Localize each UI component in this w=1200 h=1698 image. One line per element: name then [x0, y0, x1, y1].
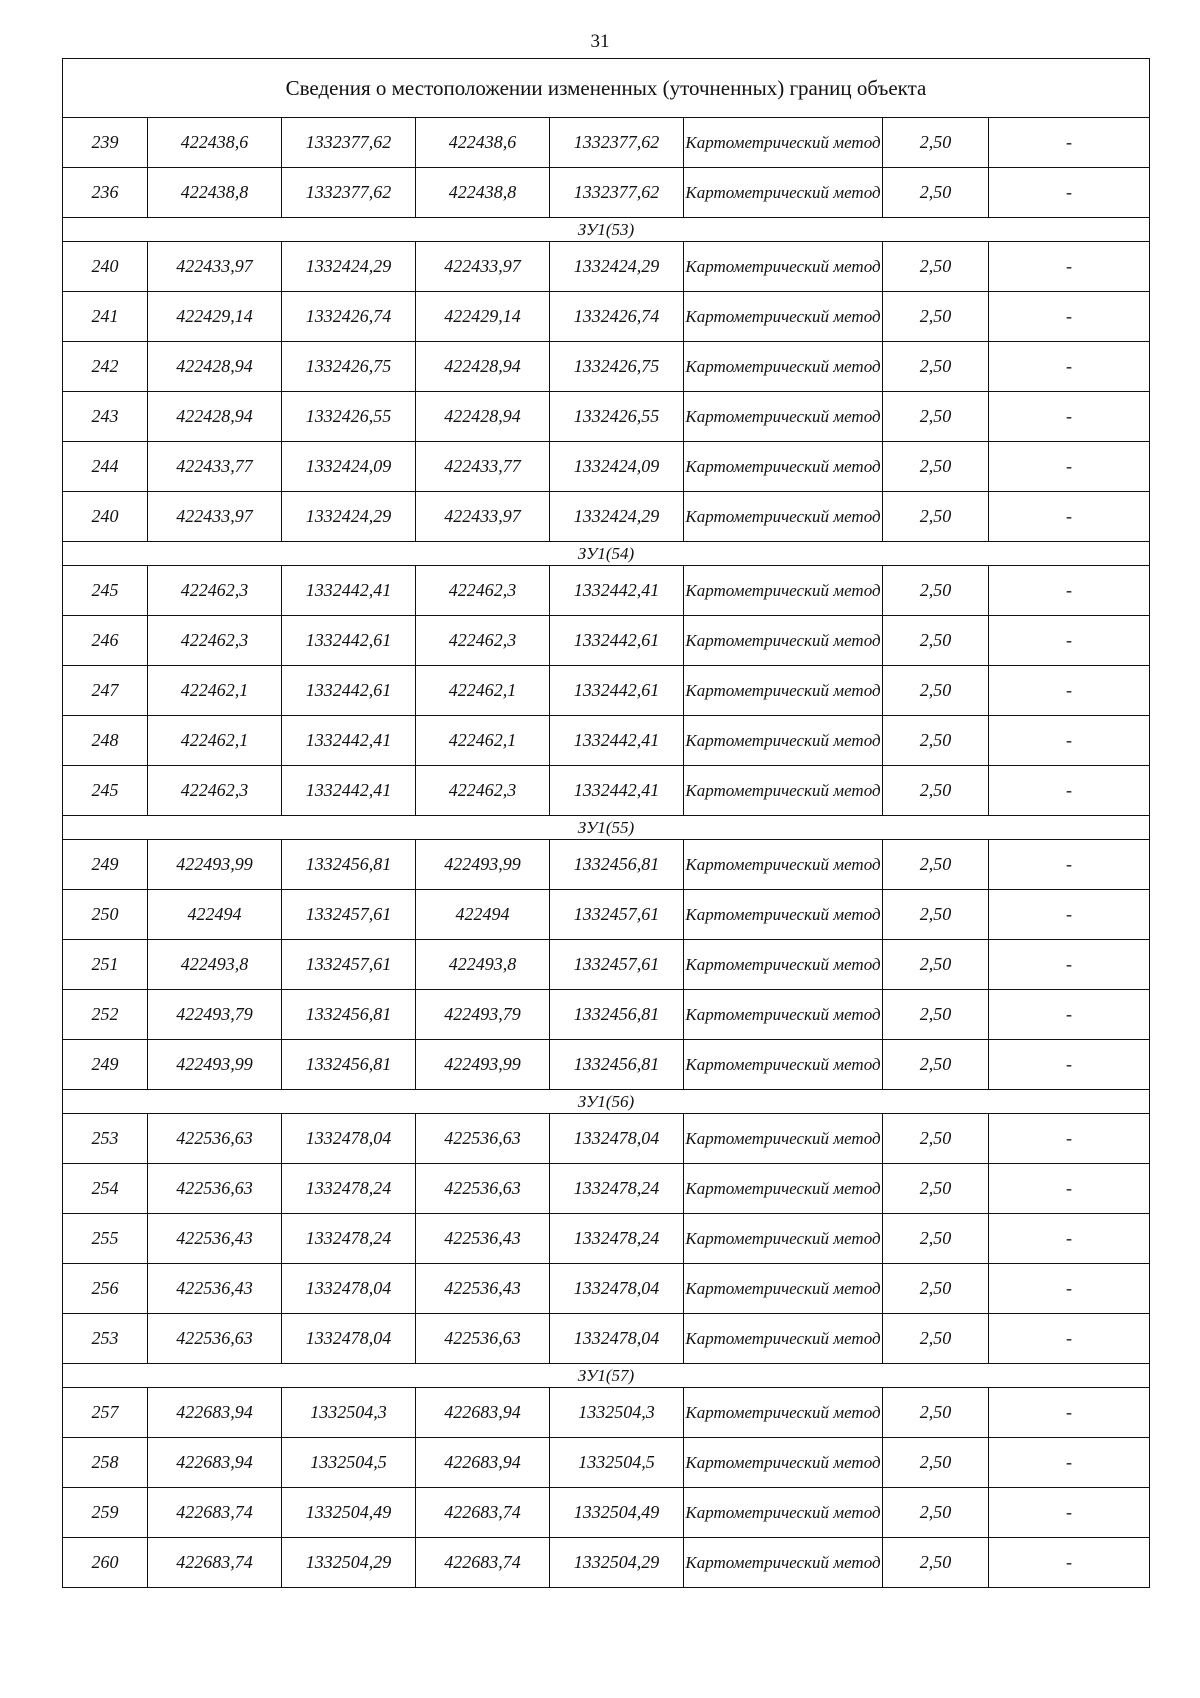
- new-y-cell: 1332504,29: [550, 1538, 684, 1588]
- new-y-cell: 1332424,29: [550, 242, 684, 292]
- method-cell: Картометрический метод: [684, 1488, 883, 1538]
- table-row: [63, 442, 1150, 492]
- existing-y-cell: 1332456,81: [282, 990, 416, 1040]
- method-cell: Картометрический метод: [684, 492, 883, 542]
- new-y-cell: 1332442,41: [550, 566, 684, 616]
- point-number-cell: 246: [63, 616, 148, 666]
- existing-x-cell: 422462,3: [148, 766, 282, 816]
- new-y-cell: 1332478,04: [550, 1314, 684, 1364]
- accuracy-cell: 2,50: [883, 1314, 989, 1364]
- new-y-cell: 1332504,49: [550, 1488, 684, 1538]
- method-cell: Картометрический метод: [684, 890, 883, 940]
- description-cell: -: [989, 1114, 1150, 1164]
- point-number-cell: 257: [63, 1388, 148, 1438]
- description-cell: -: [989, 890, 1150, 940]
- method-cell: Картометрический метод: [684, 342, 883, 392]
- existing-x-cell: 422462,1: [148, 716, 282, 766]
- table-row: [63, 716, 1150, 766]
- table-row: [63, 616, 1150, 666]
- method-cell: Картометрический метод: [684, 1164, 883, 1214]
- table-row: [63, 1114, 1150, 1164]
- table-row: [63, 168, 1150, 218]
- point-number-cell: 260: [63, 1538, 148, 1588]
- accuracy-cell: 2,50: [883, 392, 989, 442]
- existing-y-cell: 1332424,29: [282, 492, 416, 542]
- method-cell: Картометрический метод: [684, 1040, 883, 1090]
- existing-x-cell: 422493,79: [148, 990, 282, 1040]
- point-number-cell: 243: [63, 392, 148, 442]
- existing-x-cell: 422683,94: [148, 1388, 282, 1438]
- method-cell: Картометрический метод: [684, 716, 883, 766]
- method-cell: Картометрический метод: [684, 990, 883, 1040]
- point-number-cell: 250: [63, 890, 148, 940]
- new-x-cell: 422428,94: [416, 392, 550, 442]
- method-cell: Картометрический метод: [684, 292, 883, 342]
- boundary-coordinates-table: [62, 58, 1150, 1588]
- group-label: ЗУ1(53): [63, 218, 1150, 242]
- accuracy-cell: 2,50: [883, 118, 989, 168]
- new-x-cell: 422536,43: [416, 1264, 550, 1314]
- method-cell: Картометрический метод: [684, 1538, 883, 1588]
- existing-x-cell: 422462,1: [148, 666, 282, 716]
- new-y-cell: 1332426,55: [550, 392, 684, 442]
- point-number-cell: 240: [63, 492, 148, 542]
- description-cell: -: [989, 990, 1150, 1040]
- method-cell: Картометрический метод: [684, 616, 883, 666]
- accuracy-cell: 2,50: [883, 1388, 989, 1438]
- description-cell: -: [989, 168, 1150, 218]
- description-cell: -: [989, 118, 1150, 168]
- description-cell: -: [989, 666, 1150, 716]
- point-number-cell: 241: [63, 292, 148, 342]
- existing-x-cell: 422462,3: [148, 616, 282, 666]
- existing-y-cell: 1332442,41: [282, 766, 416, 816]
- point-number-cell: 244: [63, 442, 148, 492]
- accuracy-cell: 2,50: [883, 766, 989, 816]
- existing-x-cell: 422438,8: [148, 168, 282, 218]
- existing-y-cell: 1332478,04: [282, 1314, 416, 1364]
- description-cell: -: [989, 716, 1150, 766]
- existing-y-cell: 1332426,75: [282, 342, 416, 392]
- point-number-cell: 255: [63, 1214, 148, 1264]
- existing-x-cell: 422462,3: [148, 566, 282, 616]
- table-row: [63, 840, 1150, 890]
- new-y-cell: 1332442,61: [550, 616, 684, 666]
- method-cell: Картометрический метод: [684, 666, 883, 716]
- description-cell: -: [989, 442, 1150, 492]
- description-cell: -: [989, 616, 1150, 666]
- new-x-cell: 422683,94: [416, 1388, 550, 1438]
- new-x-cell: 422536,63: [416, 1164, 550, 1214]
- existing-y-cell: 1332377,62: [282, 168, 416, 218]
- new-x-cell: 422462,3: [416, 566, 550, 616]
- table-row: [63, 392, 1150, 442]
- accuracy-cell: 2,50: [883, 840, 989, 890]
- existing-x-cell: 422429,14: [148, 292, 282, 342]
- new-y-cell: 1332478,24: [550, 1214, 684, 1264]
- description-cell: -: [989, 392, 1150, 442]
- new-y-cell: 1332457,61: [550, 940, 684, 990]
- accuracy-cell: 2,50: [883, 1488, 989, 1538]
- accuracy-cell: 2,50: [883, 242, 989, 292]
- method-cell: Картометрический метод: [684, 1264, 883, 1314]
- table-title-row: [63, 59, 1150, 118]
- group-label: ЗУ1(54): [63, 542, 1150, 566]
- accuracy-cell: 2,50: [883, 292, 989, 342]
- existing-x-cell: 422493,99: [148, 840, 282, 890]
- table-row: [63, 118, 1150, 168]
- table-row: [63, 1438, 1150, 1488]
- existing-x-cell: 422433,97: [148, 492, 282, 542]
- page-number: 31: [590, 31, 610, 52]
- accuracy-cell: 2,50: [883, 940, 989, 990]
- new-y-cell: 1332504,5: [550, 1438, 684, 1488]
- new-x-cell: 422433,97: [416, 242, 550, 292]
- existing-y-cell: 1332457,61: [282, 940, 416, 990]
- new-y-cell: 1332456,81: [550, 990, 684, 1040]
- new-y-cell: 1332478,04: [550, 1264, 684, 1314]
- accuracy-cell: 2,50: [883, 492, 989, 542]
- method-cell: Картометрический метод: [684, 168, 883, 218]
- new-x-cell: 422536,63: [416, 1314, 550, 1364]
- existing-y-cell: 1332442,41: [282, 566, 416, 616]
- method-cell: Картометрический метод: [684, 392, 883, 442]
- new-x-cell: 422536,43: [416, 1214, 550, 1264]
- accuracy-cell: 2,50: [883, 666, 989, 716]
- existing-y-cell: 1332478,24: [282, 1214, 416, 1264]
- description-cell: -: [989, 566, 1150, 616]
- existing-x-cell: 422494: [148, 890, 282, 940]
- accuracy-cell: 2,50: [883, 616, 989, 666]
- new-y-cell: 1332424,09: [550, 442, 684, 492]
- method-cell: Картометрический метод: [684, 1314, 883, 1364]
- existing-x-cell: 422438,6: [148, 118, 282, 168]
- new-y-cell: 1332377,62: [550, 118, 684, 168]
- new-x-cell: 422462,3: [416, 616, 550, 666]
- point-number-cell: 251: [63, 940, 148, 990]
- existing-y-cell: 1332504,3: [282, 1388, 416, 1438]
- new-x-cell: 422493,79: [416, 990, 550, 1040]
- point-number-cell: 258: [63, 1438, 148, 1488]
- point-number-cell: 249: [63, 840, 148, 890]
- method-cell: Картометрический метод: [684, 1438, 883, 1488]
- point-number-cell: 252: [63, 990, 148, 1040]
- new-x-cell: 422493,8: [416, 940, 550, 990]
- description-cell: -: [989, 292, 1150, 342]
- group-label: ЗУ1(55): [63, 816, 1150, 840]
- existing-y-cell: 1332426,74: [282, 292, 416, 342]
- accuracy-cell: 2,50: [883, 1538, 989, 1588]
- description-cell: -: [989, 342, 1150, 392]
- new-y-cell: 1332442,41: [550, 716, 684, 766]
- method-cell: Картометрический метод: [684, 1388, 883, 1438]
- existing-y-cell: 1332456,81: [282, 840, 416, 890]
- description-cell: -: [989, 1214, 1150, 1264]
- existing-y-cell: 1332442,61: [282, 666, 416, 716]
- table-row: [63, 1164, 1150, 1214]
- new-y-cell: 1332504,3: [550, 1388, 684, 1438]
- new-x-cell: 422493,99: [416, 1040, 550, 1090]
- existing-x-cell: 422493,99: [148, 1040, 282, 1090]
- new-x-cell: 422428,94: [416, 342, 550, 392]
- table-row: [63, 1388, 1150, 1438]
- description-cell: -: [989, 766, 1150, 816]
- existing-x-cell: 422536,63: [148, 1164, 282, 1214]
- existing-x-cell: 422683,74: [148, 1488, 282, 1538]
- description-cell: -: [989, 1388, 1150, 1438]
- accuracy-cell: 2,50: [883, 990, 989, 1040]
- new-x-cell: 422462,3: [416, 766, 550, 816]
- new-x-cell: 422536,63: [416, 1114, 550, 1164]
- accuracy-cell: 2,50: [883, 168, 989, 218]
- accuracy-cell: 2,50: [883, 1114, 989, 1164]
- group-label: ЗУ1(57): [63, 1364, 1150, 1388]
- new-y-cell: 1332457,61: [550, 890, 684, 940]
- point-number-cell: 253: [63, 1114, 148, 1164]
- new-y-cell: 1332478,04: [550, 1114, 684, 1164]
- table-row: [63, 666, 1150, 716]
- description-cell: -: [989, 1164, 1150, 1214]
- existing-y-cell: 1332478,04: [282, 1264, 416, 1314]
- method-cell: Картометрический метод: [684, 242, 883, 292]
- new-x-cell: 422438,8: [416, 168, 550, 218]
- description-cell: -: [989, 840, 1150, 890]
- accuracy-cell: 2,50: [883, 1264, 989, 1314]
- point-number-cell: 254: [63, 1164, 148, 1214]
- existing-y-cell: 1332456,81: [282, 1040, 416, 1090]
- description-cell: -: [989, 1314, 1150, 1364]
- new-y-cell: 1332426,74: [550, 292, 684, 342]
- point-number-cell: 253: [63, 1314, 148, 1364]
- accuracy-cell: 2,50: [883, 1164, 989, 1214]
- group-header-row: [63, 542, 1150, 566]
- table-row: [63, 292, 1150, 342]
- method-cell: Картометрический метод: [684, 1214, 883, 1264]
- accuracy-cell: 2,50: [883, 1214, 989, 1264]
- new-y-cell: 1332456,81: [550, 840, 684, 890]
- new-x-cell: 422433,77: [416, 442, 550, 492]
- existing-x-cell: 422433,77: [148, 442, 282, 492]
- point-number-cell: 248: [63, 716, 148, 766]
- description-cell: -: [989, 492, 1150, 542]
- existing-y-cell: 1332504,29: [282, 1538, 416, 1588]
- point-number-cell: 239: [63, 118, 148, 168]
- existing-x-cell: 422536,43: [148, 1264, 282, 1314]
- new-y-cell: 1332426,75: [550, 342, 684, 392]
- description-cell: -: [989, 1264, 1150, 1314]
- table-row: [63, 990, 1150, 1040]
- description-cell: -: [989, 1538, 1150, 1588]
- table-row: [63, 940, 1150, 990]
- new-x-cell: 422493,99: [416, 840, 550, 890]
- existing-x-cell: 422683,74: [148, 1538, 282, 1588]
- table-row: [63, 342, 1150, 392]
- point-number-cell: 240: [63, 242, 148, 292]
- description-cell: -: [989, 1040, 1150, 1090]
- new-x-cell: 422683,74: [416, 1488, 550, 1538]
- table-row: [63, 1314, 1150, 1364]
- new-x-cell: 422683,74: [416, 1538, 550, 1588]
- accuracy-cell: 2,50: [883, 442, 989, 492]
- existing-y-cell: 1332424,09: [282, 442, 416, 492]
- point-number-cell: 245: [63, 566, 148, 616]
- accuracy-cell: 2,50: [883, 890, 989, 940]
- new-y-cell: 1332456,81: [550, 1040, 684, 1090]
- accuracy-cell: 2,50: [883, 716, 989, 766]
- existing-y-cell: 1332442,41: [282, 716, 416, 766]
- existing-y-cell: 1332424,29: [282, 242, 416, 292]
- new-x-cell: 422683,94: [416, 1438, 550, 1488]
- new-x-cell: 422462,1: [416, 716, 550, 766]
- table-title: Сведения о местоположении измененных (уточненных) границ объекта: [63, 59, 1150, 118]
- table-row: [63, 492, 1150, 542]
- table-row: [63, 1214, 1150, 1264]
- new-y-cell: 1332424,29: [550, 492, 684, 542]
- method-cell: Картометрический метод: [684, 766, 883, 816]
- existing-x-cell: 422536,43: [148, 1214, 282, 1264]
- new-y-cell: 1332377,62: [550, 168, 684, 218]
- new-x-cell: 422438,6: [416, 118, 550, 168]
- point-number-cell: 259: [63, 1488, 148, 1538]
- group-header-row: [63, 218, 1150, 242]
- point-number-cell: 242: [63, 342, 148, 392]
- group-label: ЗУ1(56): [63, 1090, 1150, 1114]
- method-cell: Картометрический метод: [684, 442, 883, 492]
- existing-x-cell: 422493,8: [148, 940, 282, 990]
- table-row: [63, 1040, 1150, 1090]
- existing-x-cell: 422428,94: [148, 342, 282, 392]
- accuracy-cell: 2,50: [883, 342, 989, 392]
- point-number-cell: 249: [63, 1040, 148, 1090]
- description-cell: -: [989, 940, 1150, 990]
- existing-y-cell: 1332457,61: [282, 890, 416, 940]
- accuracy-cell: 2,50: [883, 1040, 989, 1090]
- table-row: [63, 1538, 1150, 1588]
- existing-y-cell: 1332478,24: [282, 1164, 416, 1214]
- group-header-row: [63, 1364, 1150, 1388]
- table-row: [63, 1488, 1150, 1538]
- existing-x-cell: 422683,94: [148, 1438, 282, 1488]
- new-x-cell: 422433,97: [416, 492, 550, 542]
- description-cell: -: [989, 1488, 1150, 1538]
- new-x-cell: 422462,1: [416, 666, 550, 716]
- point-number-cell: 247: [63, 666, 148, 716]
- group-header-row: [63, 816, 1150, 840]
- existing-x-cell: 422536,63: [148, 1314, 282, 1364]
- table-row: [63, 566, 1150, 616]
- accuracy-cell: 2,50: [883, 1438, 989, 1488]
- description-cell: -: [989, 1438, 1150, 1488]
- point-number-cell: 245: [63, 766, 148, 816]
- existing-x-cell: 422536,63: [148, 1114, 282, 1164]
- group-header-row: [63, 1090, 1150, 1114]
- new-y-cell: 1332442,41: [550, 766, 684, 816]
- table-row: [63, 242, 1150, 292]
- new-x-cell: 422429,14: [416, 292, 550, 342]
- table-row: [63, 766, 1150, 816]
- existing-x-cell: 422428,94: [148, 392, 282, 442]
- method-cell: Картометрический метод: [684, 118, 883, 168]
- method-cell: Картометрический метод: [684, 566, 883, 616]
- existing-y-cell: 1332504,49: [282, 1488, 416, 1538]
- method-cell: Картометрический метод: [684, 1114, 883, 1164]
- description-cell: -: [989, 242, 1150, 292]
- existing-y-cell: 1332478,04: [282, 1114, 416, 1164]
- existing-y-cell: 1332426,55: [282, 392, 416, 442]
- method-cell: Картометрический метод: [684, 940, 883, 990]
- new-y-cell: 1332478,24: [550, 1164, 684, 1214]
- existing-x-cell: 422433,97: [148, 242, 282, 292]
- new-x-cell: 422494: [416, 890, 550, 940]
- existing-y-cell: 1332504,5: [282, 1438, 416, 1488]
- point-number-cell: 236: [63, 168, 148, 218]
- new-y-cell: 1332442,61: [550, 666, 684, 716]
- method-cell: Картометрический метод: [684, 840, 883, 890]
- table-row: [63, 1264, 1150, 1314]
- point-number-cell: 256: [63, 1264, 148, 1314]
- existing-y-cell: 1332442,61: [282, 616, 416, 666]
- existing-y-cell: 1332377,62: [282, 118, 416, 168]
- table-row: [63, 890, 1150, 940]
- accuracy-cell: 2,50: [883, 566, 989, 616]
